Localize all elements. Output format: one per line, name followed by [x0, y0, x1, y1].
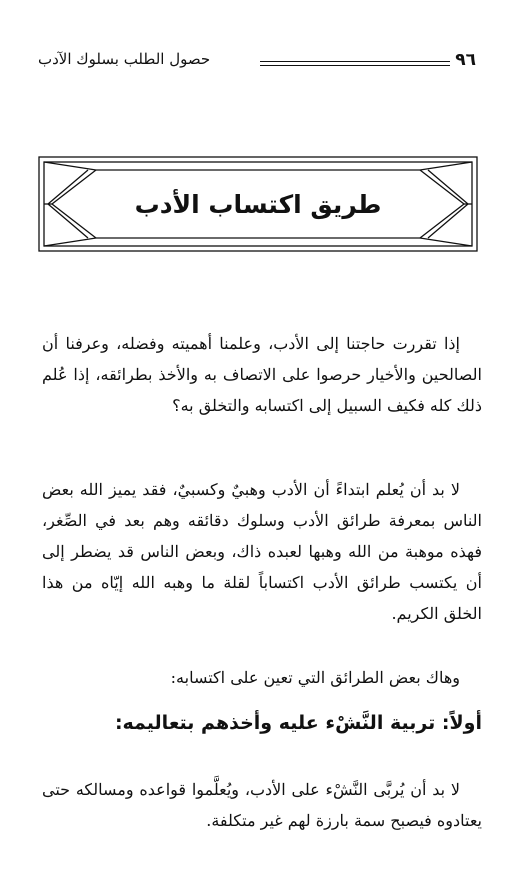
chapter-title: طريق اكتساب الأدب	[134, 189, 382, 219]
paragraph-methods-lead: وهاك بعض الطرائق التي تعين على اكتسابه:	[170, 668, 460, 687]
paragraph-upbringing: لا بد أن يُربَّى النَّشْء على الأدب، ويُعلَّموا قواعده ومسالكه حتى يعتادوه فيصبح سمة بارزة لهم غير متكلفة.	[42, 780, 482, 830]
paragraph-intro: إذا تقررت حاجتنا إلى الأدب، وعلمنا أهميته وفضله، وعرفنا أن الصالحين والأخيار حرصوا على الاتصاف به والأخذ بطرائقه، إذا عُلم ذلك كله فكيف السبيل إلى اكتسابه والتخلق به؟	[42, 334, 482, 415]
paragraph-innate-acquired: لا بد أن يُعلم ابتداءً أن الأدب وهبيٌ وكسبيٌ، فقد يميز الله بعض الناس بمعرفة طرائق الأدب وسلوك دقائقه وهم بعد في الصِّغر، فهذه موهبة من الله وهبها لعبده ذاك، وبعض الناس قد يضطر إلى أن يكتسب طرائق الأدب اكتساباً لقلة ما وهبه الله إيّاه من هذا الخلق الكريم.	[42, 480, 482, 623]
running-title: حصول الطلب بسلوك الآدب	[38, 50, 211, 68]
header-rule	[260, 61, 450, 66]
chapter-title-frame	[38, 156, 478, 252]
running-header	[38, 50, 476, 74]
section-heading: أولاً: تربية النَّشْء عليه وأخذهم بتعاليمه:	[114, 712, 482, 734]
page-number: ٩٦	[455, 50, 476, 70]
